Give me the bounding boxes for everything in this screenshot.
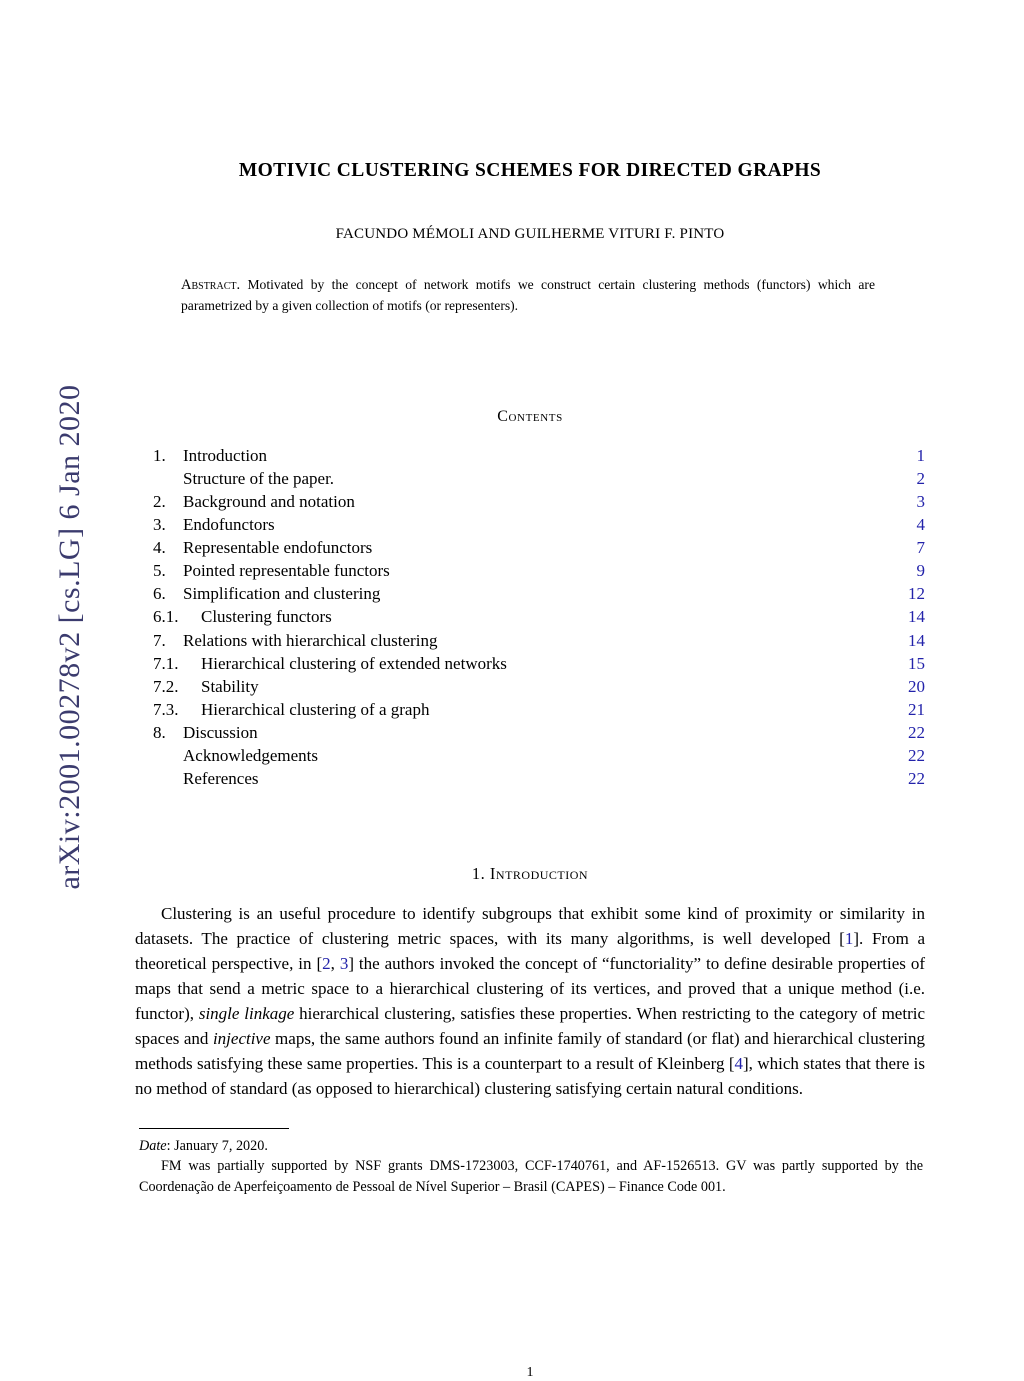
- toc-entry-label: Hierarchical clustering of a graph: [201, 699, 430, 719]
- toc-entry[interactable]: [153, 721, 925, 744]
- toc-entry-label: Introduction: [183, 445, 268, 465]
- intro-text-6: maps, the same authors found an infinite family of standard (or flat) and hierarchical clustering methods satisfying these same properties. This is a counterpart to a result of Kleinberg [: [135, 1029, 926, 1074]
- toc-entry-page: 4: [916, 515, 925, 535]
- toc-entry-number: 2.: [153, 491, 166, 511]
- page-number: 1: [526, 1365, 534, 1380]
- paper-content: [135, 160, 926, 1380]
- toc-entry[interactable]: [153, 559, 925, 582]
- intro-text-2: ]. From a theoretical perspective, in [: [135, 929, 926, 974]
- toc-entry-page: 14: [908, 607, 925, 627]
- intro-text-3: ,: [330, 954, 340, 974]
- toc-entry[interactable]: [153, 675, 925, 698]
- paper-page: [120, 0, 1024, 1380]
- footnote-funding: FM was partially supported by NSF grants DMS-1723003, CCF-1740761, and AF-1526513. GV was partly supported by the Coordenação de Aperfeiçoamento de Pessoal de Nível Superior – Brasil (CAPES) – Finance Code 001.: [139, 1158, 923, 1195]
- toc-entry-number: 8.: [153, 723, 166, 743]
- toc-entry-page: 22: [908, 723, 925, 743]
- toc-entry-page: 1: [916, 445, 925, 465]
- intro-text-7: ], which states that there is no method of standard (as opposed to hierarchical) clustering satisfying certain natural conditions.: [135, 1054, 925, 1099]
- toc-entry-page: 2: [916, 468, 925, 488]
- intro-emphasis-2: injective: [212, 1029, 271, 1049]
- intro-text-5: hierarchical clustering, satisfies these properties. When restricting to the category of metric spaces and: [135, 1004, 925, 1049]
- intro-text-4: ] the authors invoked the concept of “functoriality” to define desirable properties of maps that send a metric space to a hierarchical clustering of its vertices, and proved that a unique method (i.e. functor),: [135, 954, 925, 1024]
- toc-entry-label: Clustering functors: [201, 607, 332, 627]
- toc-entry[interactable]: [153, 698, 925, 721]
- toc-entry-page: 3: [916, 491, 925, 511]
- arxiv-stamp-label: arXiv:2001.00278v2 [cs.LG] 6 Jan 2020: [53, 384, 86, 890]
- toc-entry-page: 9: [916, 561, 925, 581]
- toc-entry-number: 4.: [153, 538, 166, 558]
- citation-1[interactable]: 1: [844, 929, 854, 949]
- toc-entry-number: 7.2.: [153, 676, 179, 696]
- toc-entry[interactable]: [153, 444, 925, 467]
- toc-entry-page: 21: [908, 699, 925, 719]
- toc-entry-number: 6.: [153, 584, 166, 604]
- toc-entry[interactable]: [153, 629, 925, 652]
- toc-entry[interactable]: [153, 605, 925, 628]
- toc-entry[interactable]: [153, 582, 925, 605]
- intro-text-1: Clustering is an useful procedure to identify subgroups that exhibit some kind of proximity or similarity in datasets. The practice of clustering metric spaces, with its many algorithms, is well developed [: [135, 904, 925, 949]
- footnote-block: [139, 1136, 923, 1196]
- toc-entry[interactable]: [153, 513, 925, 536]
- toc-entry-page: 15: [908, 653, 925, 673]
- intro-emphasis-1: single linkage: [198, 1004, 295, 1024]
- toc-entry-label: Stability: [201, 676, 259, 696]
- toc-entry-number: 3.: [153, 515, 166, 535]
- toc-entry-page: 22: [908, 769, 925, 789]
- arxiv-stamp: [0, 0, 120, 1325]
- table-of-contents: [153, 444, 925, 791]
- section-heading-introduction: 1. Introduction: [471, 864, 589, 884]
- toc-entry-label: Pointed representable functors: [183, 561, 390, 581]
- toc-entry-label: Background and notation: [183, 491, 355, 511]
- toc-entry-page: 20: [908, 676, 925, 696]
- toc-entry-page: 14: [908, 630, 925, 650]
- toc-entry[interactable]: [153, 767, 925, 790]
- toc-entry-number: 5.: [153, 561, 166, 581]
- introduction-paragraph: [135, 902, 925, 1102]
- citation-3[interactable]: 3: [339, 954, 349, 974]
- toc-entry-page: 12: [908, 584, 925, 604]
- toc-entry[interactable]: [153, 652, 925, 675]
- page-title: MOTIVIC CLUSTERING SCHEMES FOR DIRECTED GRAPHS: [238, 160, 822, 181]
- toc-entry-label: Acknowledgements: [183, 746, 319, 766]
- contents-heading: Contents: [497, 407, 563, 425]
- abstract-label: Abstract.: [181, 277, 241, 293]
- toc-entry-page: 7: [916, 538, 925, 558]
- toc-entry-label: Simplification and clustering: [183, 584, 381, 604]
- toc-entry-label: Hierarchical clustering of extended networks: [201, 653, 507, 673]
- toc-entry[interactable]: [153, 490, 925, 513]
- toc-entry-number: 1.: [153, 445, 166, 465]
- toc-entry-label: Endofunctors: [183, 515, 275, 535]
- toc-entry[interactable]: [153, 536, 925, 559]
- citation-2[interactable]: 2: [322, 954, 331, 974]
- toc-entry-number: 7.3.: [153, 699, 179, 719]
- abstract-text: Motivated by the concept of network motifs we construct certain clustering methods (functors) which are parametrized by a given collection of motifs (or representers).: [181, 277, 875, 314]
- toc-entry-label: Relations with hierarchical clustering: [183, 630, 438, 650]
- footnote-date-line: [139, 1136, 923, 1156]
- footnote-divider: [139, 1128, 289, 1129]
- toc-entry[interactable]: [153, 467, 925, 490]
- toc-entry-label: Representable endofunctors: [183, 538, 373, 558]
- citation-4[interactable]: 4: [734, 1054, 744, 1074]
- toc-entry-label: Discussion: [183, 723, 258, 743]
- author-list: FACUNDO MÉMOLI AND GUILHERME VITURI F. PINTO: [335, 226, 725, 242]
- toc-entry[interactable]: [153, 744, 925, 767]
- toc-entry-number: 7.: [153, 630, 166, 650]
- toc-entry-label: References: [183, 769, 259, 789]
- toc-entry-number: 7.1.: [153, 653, 179, 673]
- toc-entry-label: Structure of the paper.: [183, 468, 335, 488]
- abstract-block: [181, 275, 875, 316]
- toc-entry-page: 22: [908, 746, 925, 766]
- footnote-date-label: Date: [139, 1138, 167, 1155]
- footnote-date-value: : January 7, 2020.: [166, 1138, 268, 1155]
- toc-entry-number: 6.1.: [153, 607, 179, 627]
